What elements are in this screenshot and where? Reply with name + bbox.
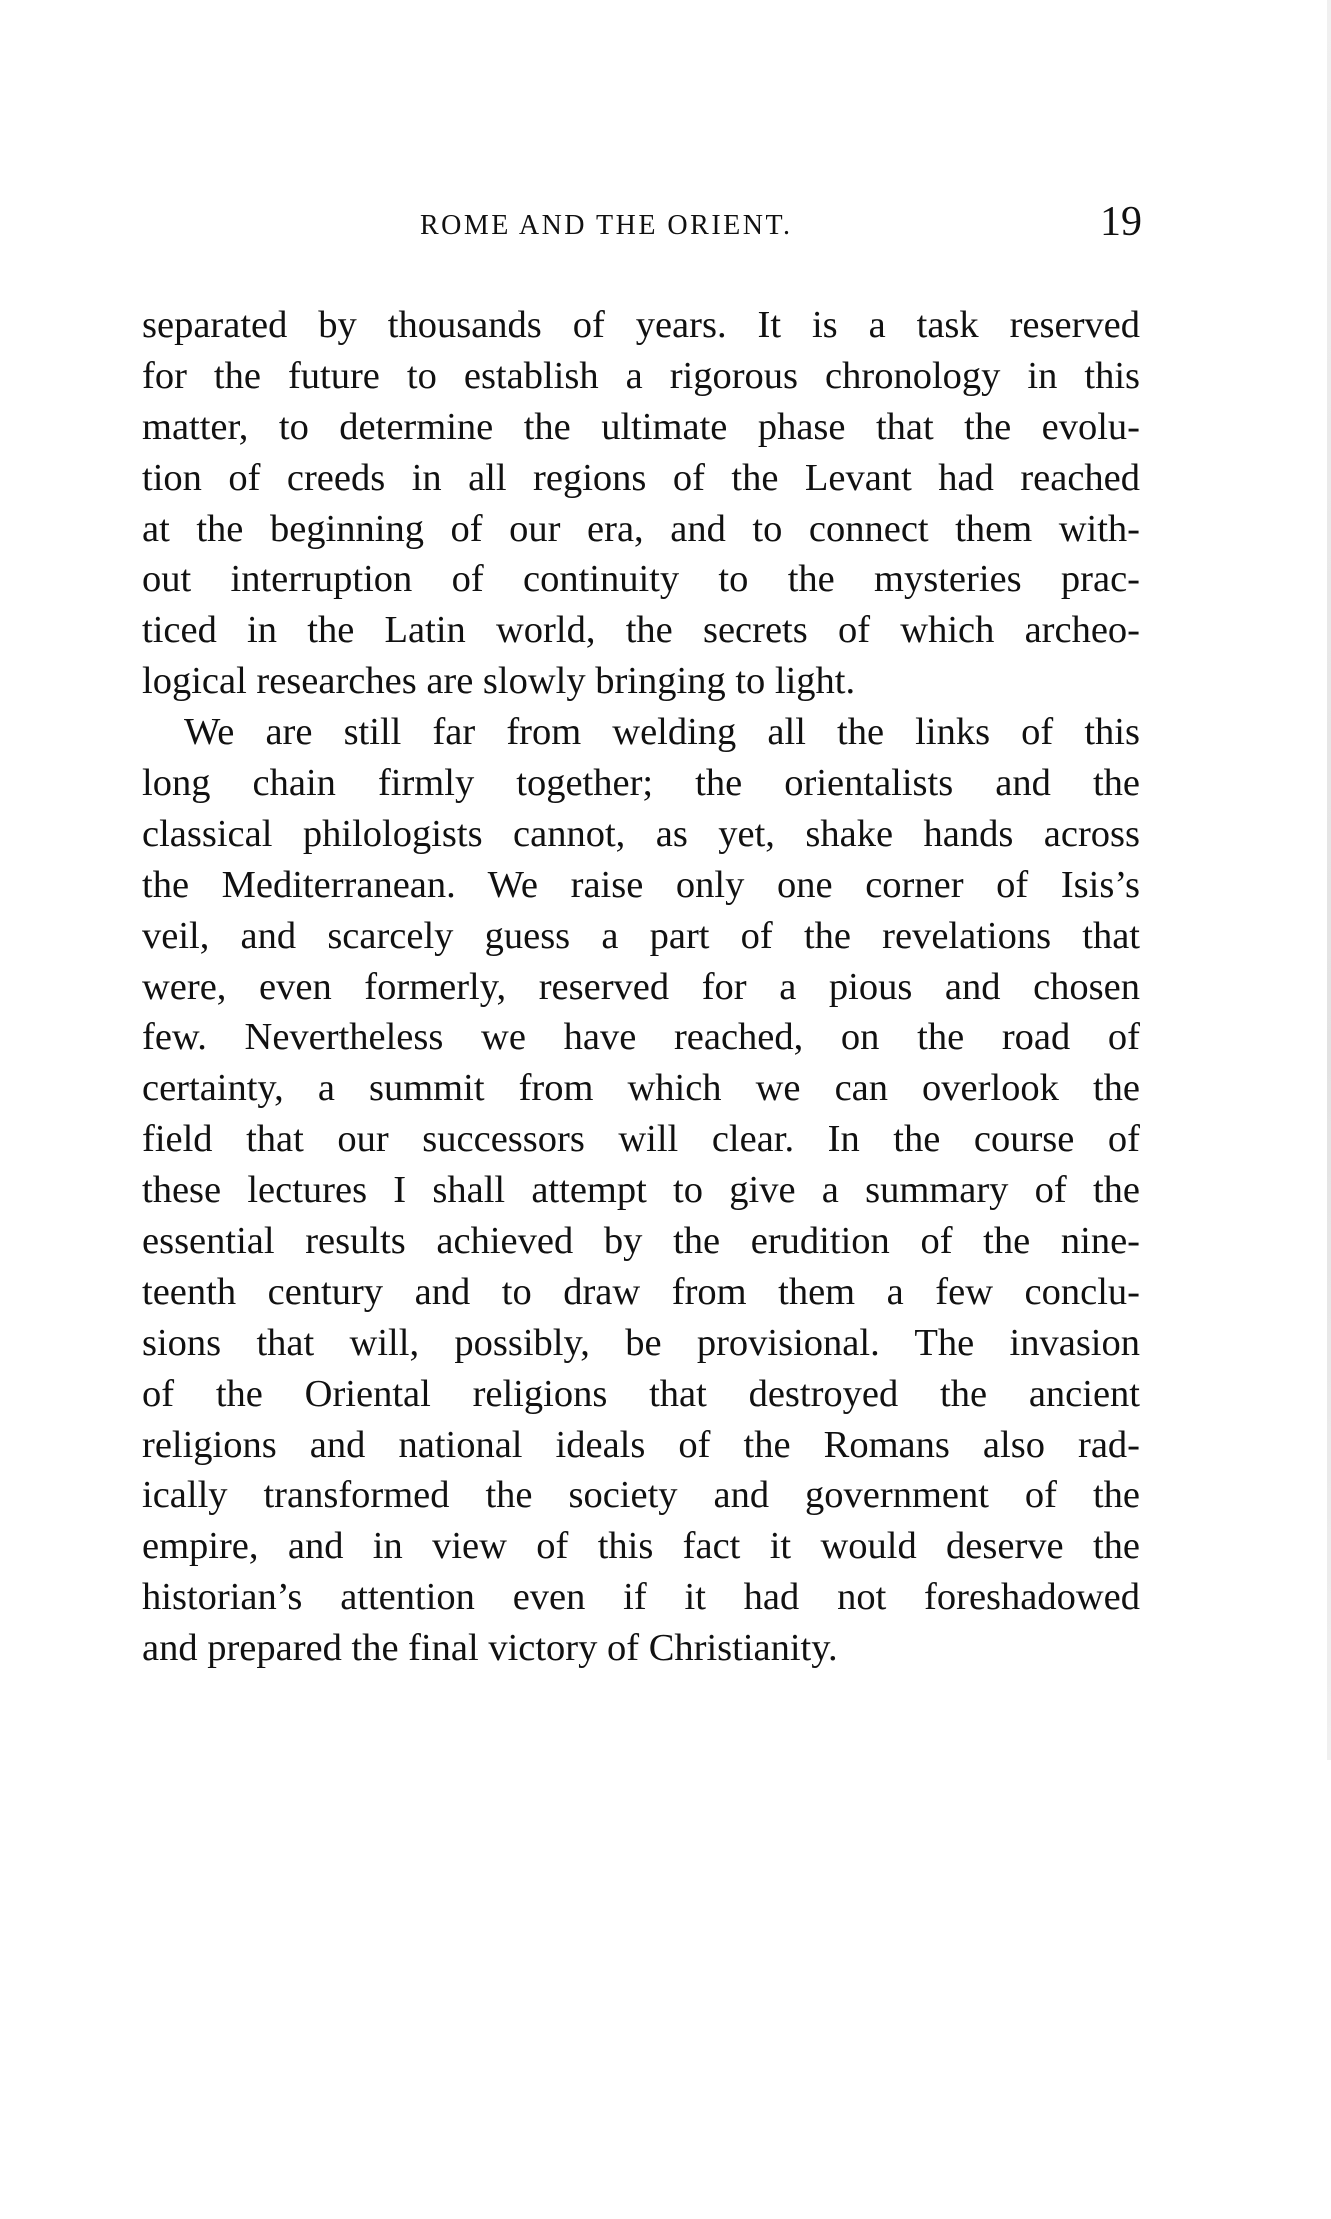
page-edge-shadow (1327, 0, 1331, 1760)
text-line: out interruption of continuity to the mysteries prac- (142, 558, 1140, 601)
text-line: few. Nevertheless we have reached, on the road of (142, 1016, 1140, 1059)
text-line: classical philologists cannot, as yet, shake hands across (142, 812, 1140, 855)
text-line: tion of creeds in all regions of the Levant had reached (142, 456, 1140, 499)
text-line: essential results achieved by the erudition of the nine- (142, 1220, 1140, 1263)
text-line: empire, and in view of this fact it would deserve the (142, 1525, 1140, 1568)
text-line: ticed in the Latin world, the secrets of which archeo- (142, 609, 1140, 652)
text-line: of the Oriental religions that destroyed the ancient (142, 1372, 1140, 1415)
text-line: We are still far from welding all the links of this (184, 711, 1140, 754)
text-line: field that our successors will clear. In the course of (142, 1118, 1140, 1161)
text-line: matter, to determine the ultimate phase that the evolu- (142, 405, 1140, 448)
text-line: long chain firmly together; the orientalists and the (142, 762, 1140, 805)
running-title: ROME AND THE ORIENT. (420, 210, 793, 241)
text-line: separated by thousands of years. It is a task reserved (142, 304, 1140, 346)
text-line: logical researches are slowly bringing to light. (142, 660, 856, 703)
text-line: for the future to establish a rigorous chronology in this (142, 354, 1140, 397)
page-number: 19 (1100, 199, 1142, 245)
body-text (142, 300, 1140, 1674)
text-line: the Mediterranean. We raise only one corner of Isis’s (142, 863, 1140, 906)
text-line: these lectures I shall attempt to give a summary of the (142, 1169, 1140, 1212)
paragraph-1 (142, 300, 1140, 707)
text-line: teenth century and to draw from them a few conclu- (142, 1270, 1140, 1313)
text-line: religions and national ideals of the Romans also rad- (142, 1423, 1140, 1466)
text-line: veil, and scarcely guess a part of the revelations that (142, 914, 1140, 957)
text-line: historian’s attention even if it had not foreshadowed (142, 1576, 1140, 1619)
text-line: certainty, a summit from which we can overlook the (142, 1067, 1140, 1110)
paragraph-2 (142, 707, 1140, 1674)
text-line: were, even formerly, reserved for a pious and chosen (142, 965, 1140, 1008)
text-line: sions that will, possibly, be provisional. The invasion (142, 1321, 1140, 1364)
text-line: at the beginning of our era, and to connect them with- (142, 507, 1140, 550)
text-line: and prepared the final victory of Christianity. (142, 1627, 838, 1670)
text-line: ically transformed the society and government of the (142, 1474, 1140, 1517)
running-head (142, 199, 1142, 264)
